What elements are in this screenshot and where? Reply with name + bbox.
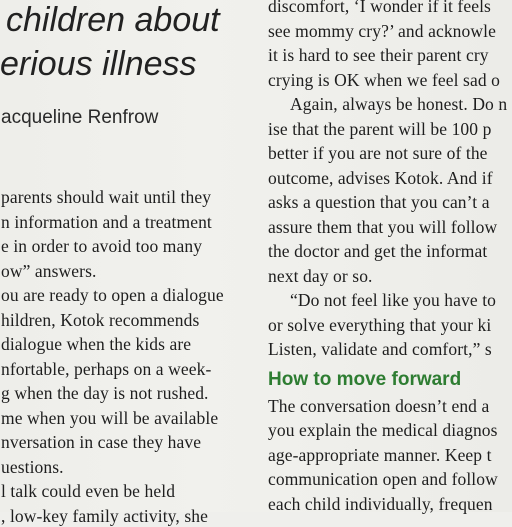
right-line: discomfort, ‘I wonder if it feels — [268, 0, 491, 16]
left-line: parents should wait until they — [1, 187, 212, 207]
right-line: you explain the medical diagnos — [268, 420, 498, 440]
right-line: each child individually, frequen — [268, 494, 493, 514]
left-line: hildren, Kotok recommends — [1, 310, 200, 330]
left-line: , low-key family activity, she — [1, 506, 208, 526]
right-line: or solve everything that your ki — [268, 315, 492, 335]
right-line: see mommy cry?’ and acknowle — [268, 21, 496, 41]
left-line: nversation in case they have — [1, 432, 202, 452]
right-line: Listen, validate and comfort,” s — [268, 339, 492, 359]
left-line: e in order to avoid too many — [1, 236, 203, 256]
right-line: age-appropriate manner. Keep t — [268, 445, 492, 465]
title-line-2: erious illness — [0, 45, 197, 83]
right-line: “Do not feel like you have to — [290, 290, 497, 310]
left-line: dialogue when the kids are — [1, 334, 192, 354]
left-line: nfortable, perhaps on a week- — [1, 359, 212, 379]
right-line: asks a question that you can’t a — [268, 192, 490, 212]
section-subheading: How to move forward — [268, 369, 462, 390]
left-line: uestions. — [1, 457, 64, 477]
byline: acqueline Renfrow — [1, 107, 159, 128]
right-line: the doctor and get the informat — [268, 241, 488, 261]
left-line: me when you will be available — [1, 408, 219, 428]
right-line: it is hard to see their parent cry — [268, 45, 489, 65]
right-line: outcome, advises Kotok. And if — [268, 168, 493, 188]
title-line-1: children about — [6, 1, 220, 39]
right-line: crying is OK when we feel sad o — [268, 70, 500, 90]
right-line: assure them that you will follow — [268, 217, 498, 237]
left-line: n information and a treatment — [1, 212, 212, 232]
left-line: l talk could even be held — [1, 481, 176, 501]
right-line: ise that the parent will be 100 p — [268, 119, 492, 139]
right-line: next day or so. — [268, 266, 373, 286]
right-line: The conversation doesn’t end a — [268, 396, 490, 416]
right-line: better if you are not sure of the — [268, 143, 488, 163]
right-line: Again, always be honest. Do n — [290, 94, 508, 114]
left-line: ou are ready to open a dialogue — [1, 285, 224, 305]
left-line: g when the day is not rushed. — [1, 383, 209, 403]
left-line: ow” answers. — [1, 261, 97, 281]
right-line: communication open and follow — [268, 469, 498, 489]
